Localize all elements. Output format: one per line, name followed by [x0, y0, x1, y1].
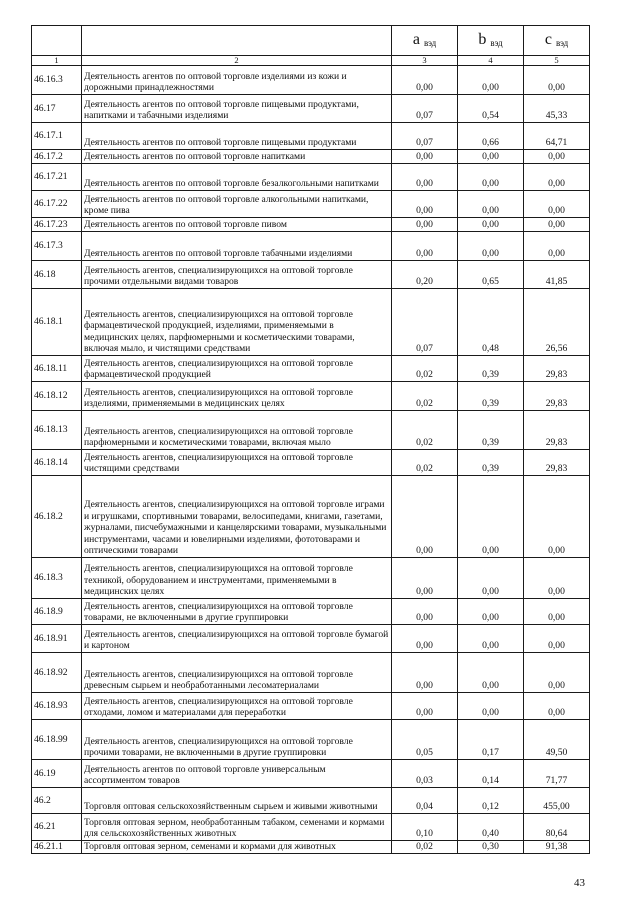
value-a: 0,02 — [392, 841, 458, 854]
activity-code: 46.18 — [32, 261, 82, 289]
value-c: 64,71 — [524, 123, 590, 150]
activity-description: Торговля оптовая зерном, необработанным табаком, семенами и кормами для сельскохозяйственных животных — [82, 814, 392, 841]
value-a: 0,02 — [392, 356, 458, 382]
value-c: 29,83 — [524, 356, 590, 382]
value-a: 0,00 — [392, 693, 458, 720]
value-a: 0,02 — [392, 382, 458, 411]
activity-code: 46.17.22 — [32, 191, 82, 218]
value-b: 0,00 — [458, 150, 524, 164]
column-index: 2 — [82, 56, 392, 66]
activity-code: 46.18.93 — [32, 693, 82, 720]
activity-description: Торговля оптовая зерном, семенами и кормами для животных — [82, 841, 392, 854]
activity-description: Деятельность агентов по оптовой торговле безалкогольными напитками — [82, 164, 392, 191]
value-b: 0,00 — [458, 191, 524, 218]
table-row — [32, 232, 590, 261]
table-row — [32, 450, 590, 476]
value-b: 0,39 — [458, 411, 524, 450]
activity-code: 46.21.1 — [32, 841, 82, 854]
value-a: 0,00 — [392, 150, 458, 164]
column-index: 3 — [392, 56, 458, 66]
activity-description: Деятельность агентов, специализирующихся на оптовой торговле чистящими средствами — [82, 450, 392, 476]
activity-description: Деятельность агентов, специализирующихся на оптовой торговле фармацевтической продукцией — [82, 356, 392, 382]
value-c: 0,00 — [524, 693, 590, 720]
value-c: 29,83 — [524, 450, 590, 476]
value-c: 0,00 — [524, 476, 590, 558]
value-c: 455,00 — [524, 788, 590, 814]
activity-description: Деятельность агентов, специализирующихся на оптовой торговле изделиями, применяемыми в медицинских целях — [82, 382, 392, 411]
activity-code: 46.17.21 — [32, 164, 82, 191]
activity-code: 46.21 — [32, 814, 82, 841]
value-c: 0,00 — [524, 218, 590, 232]
value-a: 0,10 — [392, 814, 458, 841]
column-index: 5 — [524, 56, 590, 66]
page-number: 43 — [574, 877, 585, 889]
value-a: 0,00 — [392, 164, 458, 191]
value-b: 0,00 — [458, 218, 524, 232]
value-a: 0,00 — [392, 66, 458, 95]
activity-code: 46.18.99 — [32, 720, 82, 760]
table-row — [32, 164, 590, 191]
activity-code: 46.18.3 — [32, 558, 82, 599]
value-c: 0,00 — [524, 232, 590, 261]
value-c: 80,64 — [524, 814, 590, 841]
value-a: 0,00 — [392, 476, 458, 558]
table-row — [32, 261, 590, 289]
header-c: c $_{вэд}$ — [524, 26, 590, 56]
table-row — [32, 476, 590, 558]
value-a: 0,00 — [392, 218, 458, 232]
value-a: 0,03 — [392, 760, 458, 788]
value-a: 0,00 — [392, 232, 458, 261]
value-a: 0,05 — [392, 720, 458, 760]
value-c: 0,00 — [524, 653, 590, 693]
header-a: a $_{вэд}$ — [392, 26, 458, 56]
value-a: 0,07 — [392, 95, 458, 123]
value-a: 0,07 — [392, 123, 458, 150]
value-c: 0,00 — [524, 599, 590, 625]
table-row — [32, 599, 590, 625]
activity-description: Деятельность агентов по оптовой торговле универсальным ассортиментом товаров — [82, 760, 392, 788]
activity-description: Деятельность агентов по оптовой торговле алкогольными напитками, кроме пива — [82, 191, 392, 218]
value-c: 49,50 — [524, 720, 590, 760]
value-c: 0,00 — [524, 66, 590, 95]
value-b: 0,00 — [458, 232, 524, 261]
value-a: 0,02 — [392, 450, 458, 476]
value-a: 0,04 — [392, 788, 458, 814]
value-a: 0,02 — [392, 411, 458, 450]
value-a: 0,00 — [392, 558, 458, 599]
table-row — [32, 693, 590, 720]
value-c: 0,00 — [524, 558, 590, 599]
value-c: 29,83 — [524, 411, 590, 450]
value-b: 0,48 — [458, 289, 524, 356]
value-c: 29,83 — [524, 382, 590, 411]
table-row — [32, 653, 590, 693]
header-code — [32, 26, 82, 56]
activity-code: 46.18.92 — [32, 653, 82, 693]
value-c: 71,77 — [524, 760, 590, 788]
activity-description: Деятельность агентов по оптовой торговле табачными изделиями — [82, 232, 392, 261]
activity-description: Деятельность агентов по оптовой торговле изделиями из кожи и дорожными принадлежностями — [82, 66, 392, 95]
table-row — [32, 760, 590, 788]
value-b: 0,39 — [458, 382, 524, 411]
table-row — [32, 356, 590, 382]
value-c: 41,85 — [524, 261, 590, 289]
value-a: 0,00 — [392, 191, 458, 218]
activity-code: 46.18.13 — [32, 411, 82, 450]
activity-description: Деятельность агентов, специализирующихся на оптовой торговле бумагой и картоном — [82, 625, 392, 653]
value-c: 26,56 — [524, 289, 590, 356]
activity-description: Торговля оптовая сельскохозяйственным сырьем и живыми животными — [82, 788, 392, 814]
value-a: 0,00 — [392, 625, 458, 653]
table-row — [32, 289, 590, 356]
table-row — [32, 625, 590, 653]
column-index: 1 — [32, 56, 82, 66]
activity-code: 46.18.11 — [32, 356, 82, 382]
header-description — [82, 26, 392, 56]
value-b: 0,66 — [458, 123, 524, 150]
activity-code: 46.18.1 — [32, 289, 82, 356]
table-row — [32, 150, 590, 164]
value-a: 0,07 — [392, 289, 458, 356]
table-header-row — [32, 26, 590, 56]
activity-code: 46.18.12 — [32, 382, 82, 411]
value-b: 0,12 — [458, 788, 524, 814]
table-row — [32, 66, 590, 95]
activity-code: 46.16.3 — [32, 66, 82, 95]
value-c: 0,00 — [524, 164, 590, 191]
table-row — [32, 558, 590, 599]
table-row — [32, 123, 590, 150]
indicator-table — [31, 25, 590, 854]
value-b: 0,00 — [458, 558, 524, 599]
activity-description: Деятельность агентов, специализирующихся на оптовой торговле древесным сырьем и необработанными лесоматериалами — [82, 653, 392, 693]
activity-code: 46.18.14 — [32, 450, 82, 476]
value-b: 0,00 — [458, 599, 524, 625]
activity-code: 46.17.2 — [32, 150, 82, 164]
value-b: 0,65 — [458, 261, 524, 289]
activity-description: Деятельность агентов по оптовой торговле напитками — [82, 150, 392, 164]
column-index: 4 — [458, 56, 524, 66]
activity-description: Деятельность агентов, специализирующихся на оптовой торговле прочими товарами, не включенными в другие группировки — [82, 720, 392, 760]
table-row — [32, 382, 590, 411]
activity-code: 46.17.23 — [32, 218, 82, 232]
value-b: 0,00 — [458, 625, 524, 653]
table-row — [32, 720, 590, 760]
activity-code: 46.18.91 — [32, 625, 82, 653]
value-c: 45,33 — [524, 95, 590, 123]
value-c: 0,00 — [524, 191, 590, 218]
activity-code: 46.2 — [32, 788, 82, 814]
activity-description: Деятельность агентов, специализирующихся на оптовой торговле парфюмерными и косметическими товарами, включая мыло — [82, 411, 392, 450]
column-index-row — [32, 56, 590, 66]
activity-description: Деятельность агентов по оптовой торговле пивом — [82, 218, 392, 232]
value-c: 0,00 — [524, 625, 590, 653]
value-b: 0,54 — [458, 95, 524, 123]
value-b: 0,17 — [458, 720, 524, 760]
activity-code: 46.18.9 — [32, 599, 82, 625]
table-row — [32, 411, 590, 450]
value-b: 0,14 — [458, 760, 524, 788]
value-b: 0,00 — [458, 476, 524, 558]
table-row — [32, 95, 590, 123]
value-b: 0,39 — [458, 356, 524, 382]
value-a: 0,20 — [392, 261, 458, 289]
table-row — [32, 814, 590, 841]
activity-code: 46.17.3 — [32, 232, 82, 261]
table-row — [32, 841, 590, 854]
value-b: 0,40 — [458, 814, 524, 841]
value-b: 0,00 — [458, 164, 524, 191]
value-a: 0,00 — [392, 653, 458, 693]
header-b: b $_{вэд}$ — [458, 26, 524, 56]
activity-code: 46.18.2 — [32, 476, 82, 558]
table-body — [32, 26, 590, 854]
activity-description: Деятельность агентов, специализирующихся на оптовой торговле играми и игрушками, спортивными товарами, велосипедами, книгами, газетами, журналами, писчебумажными и канцелярскими товарами, музыкальными инструментами, часами и ювелирными изделиями, фототоварами и оптическими товарами — [82, 476, 392, 558]
value-b: 0,00 — [458, 653, 524, 693]
activity-description: Деятельность агентов, специализирующихся на оптовой торговле прочими отдельными видами товаров — [82, 261, 392, 289]
value-b: 0,00 — [458, 66, 524, 95]
value-c: 0,00 — [524, 150, 590, 164]
table-row — [32, 788, 590, 814]
activity-code: 46.17 — [32, 95, 82, 123]
value-a: 0,00 — [392, 599, 458, 625]
activity-description: Деятельность агентов по оптовой торговле пищевыми продуктами — [82, 123, 392, 150]
activity-description: Деятельность агентов, специализирующихся на оптовой торговле товарами, не включенными в другие группировки — [82, 599, 392, 625]
value-b: 0,30 — [458, 841, 524, 854]
value-b: 0,39 — [458, 450, 524, 476]
activity-description: Деятельность агентов, специализирующихся на оптовой торговле техникой, оборудованием и инструментами, применяемыми в медицинских целях — [82, 558, 392, 599]
activity-code: 46.19 — [32, 760, 82, 788]
table-row — [32, 218, 590, 232]
value-c: 91,38 — [524, 841, 590, 854]
activity-code: 46.17.1 — [32, 123, 82, 150]
activity-description: Деятельность агентов по оптовой торговле пищевыми продуктами, напитками и табачными изделиями — [82, 95, 392, 123]
activity-description: Деятельность агентов, специализирующихся на оптовой торговле отходами, ломом и материалами для переработки — [82, 693, 392, 720]
activity-description: Деятельность агентов, специализирующихся на оптовой торговле фармацевтической продукцией, изделиями, применяемыми в медицинских целях, парфюмерными и косметическими товарами, включая мыло, и чистящими средствами — [82, 289, 392, 356]
table-row — [32, 191, 590, 218]
value-b: 0,00 — [458, 693, 524, 720]
